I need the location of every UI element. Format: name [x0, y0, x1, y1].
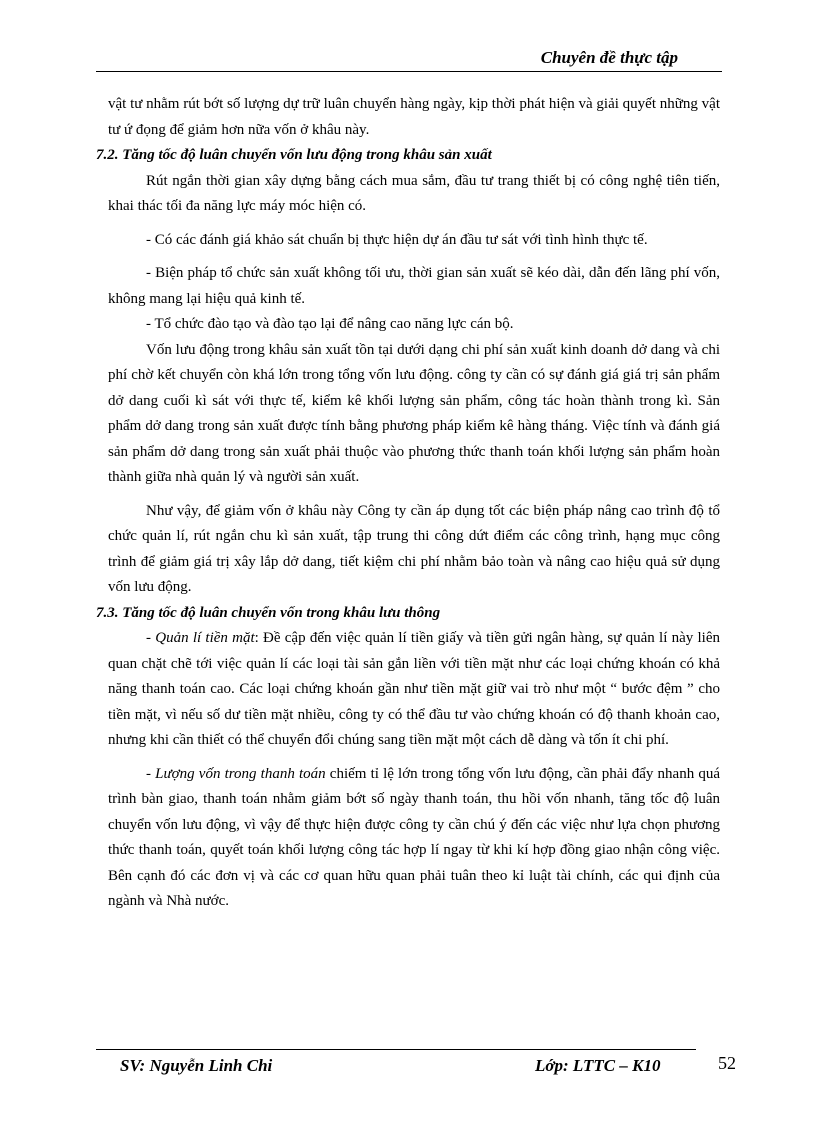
footer-divider [96, 1049, 696, 1050]
section-heading-7-3: 7.3. Tăng tốc độ luân chuyển vốn trong khâu lưu thông [96, 604, 441, 621]
page-number: 52 [718, 1053, 736, 1073]
footer-student-name: SV: Nguyễn Linh Chi [120, 1056, 273, 1075]
paragraph-8-prefix: - [146, 630, 156, 646]
paragraph-9-text: chiếm tỉ lệ lớn trong tổng vốn lưu động, cần phải đẩy nhanh quá trình bàn giao, thanh toán nhằm giảm bớt số ngày thanh toán, thu hồi vốn nhanh, tăng tốc độ luân chuyển vốn lưu động, vì vậy để thực hiện được công ty cần chú ý đến các việc như lựa chọn phương thức thanh toán, quyết toán khối lượng công tác hợp lí ngay từ khi kí hợp đồng giao nhận công việc. Bên cạnh đó các đơn vị và các cơ quan hữu quan phải tuân theo kỉ luật tài chính, các qui định của ngành và Nhà nước. [108, 765, 720, 909]
section-heading-7-2: 7.2. Tăng tốc độ luân chuyển vốn lưu động trong khâu sản xuất [96, 147, 492, 163]
paragraph-7: Như vậy, để giảm vốn ở khâu này Công ty cần áp dụng tốt các biện pháp nâng cao trình độ tổ chức quản lí, rút ngắn chu kì sản xuất, tập trung thi công dứt điểm các công trình, hạng mục công trình để giảm giá trị xây lắp dở dang, tiết kiệm chi phí nhằm bảo toàn và nâng cao hiệu quả sử dụng vốn lưu động. [108, 502, 720, 595]
paragraph-1: vật tư nhằm rút bớt số lượng dự trữ luân chuyển hàng ngày, kịp thời phát hiện và giải quyết những vật tư ứ đọng để giảm hơn nữa vốn ở khâu này. [108, 96, 720, 138]
paragraph-3: - Có các đánh giá khảo sát chuẩn bị thực hiện dự án đầu tư sát với tình hình thực tế. [146, 231, 648, 248]
page-body [96, 92, 720, 915]
footer-class-label: Lớp: LTTC – K10 [535, 1056, 661, 1075]
paragraph-6: Vốn lưu động trong khâu sản xuất tồn tại dưới dạng chi phí sản xuất kinh doanh dở dang và chi phí chờ kết chuyển còn khá lớn trong tổng vốn lưu động. công ty cần có sự đánh giá giá trị sản phẩm dở dang cuối kì sát với thực tế, kiểm kê khối lượng sản phẩm, công tác hoàn thành trong kì. Sản phẩm dở dang trong sản xuất được tính bằng phương pháp kiểm kê hàng tháng. Việc tính và đánh giá sản phẩm dở dang trong sản xuất phải thuộc vào phương thức thanh toán khối lượng sản phẩm hoàn thành giữa nhà quản lý và người sản xuất. [108, 341, 720, 485]
paragraph-9-prefix: - [146, 765, 156, 782]
header-title: Chuyên đề thực tập [540, 48, 678, 67]
paragraph-8-term: Quản lí tiền mặt [155, 630, 255, 646]
paragraph-9 [108, 762, 720, 915]
paragraph-9-term: Lượng vốn trong thanh toán [155, 765, 326, 782]
header-divider [96, 71, 722, 72]
paragraph-5: - Tổ chức đào tạo và đào tạo lại để nâng cao năng lực cán bộ. [146, 316, 514, 332]
paragraph-8 [108, 626, 720, 754]
paragraph-8-text: : Đề cập đến việc quản lí tiền giấy và tiền gửi ngân hàng, sự quản lí này liên quan chặt chẽ tới việc quản lí các loại tài sản gắn liền với tiền mặt như các loại chứng khoán có khả năng thanh toán cao. Các loại chứng khoán gần như tiền mặt giữ vai trò như một “ bước đệm ” cho tiền mặt, vì nếu số dư tiền mặt nhiều, công ty có thể đầu tư vào chứng khoán có độ thanh khoản cao, nhưng khi cần thiết có thể chuyển đổi chúng sang tiền mặt một cách dễ dàng và tốn ít chi phí. [108, 630, 720, 748]
paragraph-4: - Biện pháp tổ chức sản xuất không tối ưu, thời gian sản xuất sẽ kéo dài, dẫn đến lãng phí vốn, không mang lại hiệu quả kinh tế. [108, 265, 720, 307]
paragraph-2: Rút ngắn thời gian xây dựng bằng cách mua sắm, đầu tư trang thiết bị có công nghệ tiên tiến, khai thác tối đa năng lực máy móc hiện có. [108, 172, 720, 214]
